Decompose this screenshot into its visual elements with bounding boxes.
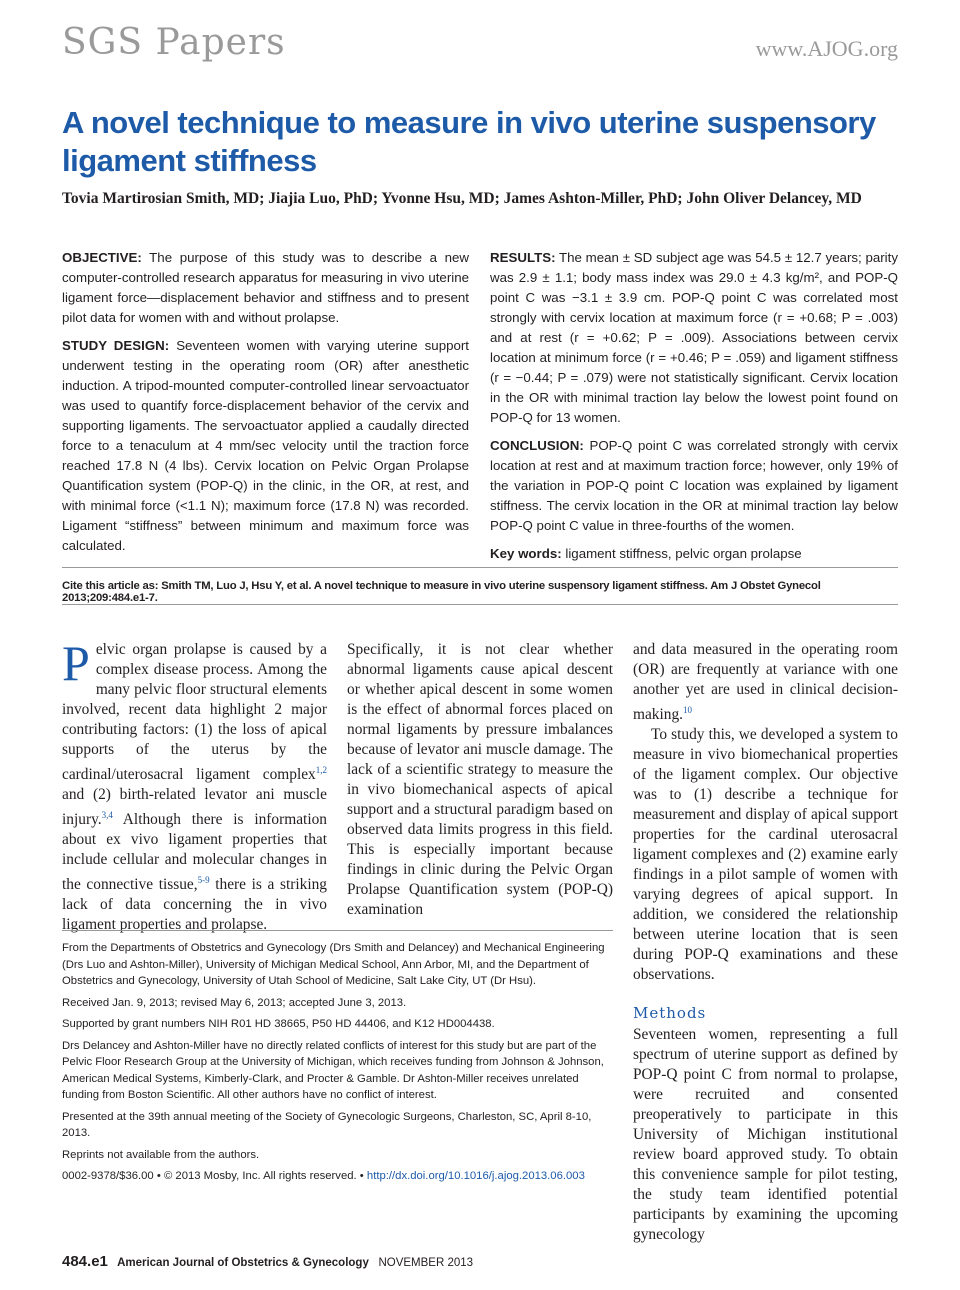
issn-text: 0002-9378/$36.00 • © 2013 Mosby, Inc. All rights reserved. • [62,1170,367,1182]
ref-link[interactable]: 10 [683,705,693,715]
series-title: SGS Papers [62,22,286,63]
article-title: A novel technique to measure in vivo uterine suspensory ligament stiffness [62,105,876,178]
results-label: RESULTS: [490,250,556,265]
ref-link[interactable]: 3,4 [101,810,113,821]
presented-note: Presented at the 39th annual meeting of the Society of Gynecologic Surgeons, Charleston, SC, April 8-10, 2013. [62,1110,592,1139]
ref-link[interactable]: 5-9 [197,875,210,886]
abstract-right [490,248,898,572]
methods-heading: Methods [633,1004,707,1023]
keywords-label: Key words: [490,546,562,561]
citation: Cite this article as: Smith TM, Luo J, Hsu Y, et al. A novel technique to measure in vivo uterine suspensory ligament stiffness. Am J Obstet Gynecol 2013;209:484.e1-7. [62,580,821,604]
journal-url[interactable]: www.AJOG.org [755,36,898,61]
doi-link[interactable]: http://dx.doi.org/10.1016/j.ajog.2013.06.003 [366,1170,585,1182]
intro-text-e: Specifically, it is not clear whether abnormal ligaments cause apical descent or whether apical descent in some women is the effect of abnormal forces placed on normal ligaments by pressure imbalances because of levator ani muscle damage. The lack of a scientific strategy to measure the in vivo biomechanical aspects of apical support and a structural paradigm based on observed data limits progress in this field. This is especially important because findings in clinic during the Pelvic Organ Prolapse Quantification system (POP-Q) examination [347,641,613,918]
journal-name: American Journal of Obstetrics & Gynecology [117,1257,369,1269]
conflicts-note: Drs Delancey and Ashton-Miller have no directly related conflicts of interest for this study but are part of the Pelvic Floor Research Group at the University of Michigan, which receives funding from Johnson & Johnson, American Medical Systems, Kimberly-Clark, and Procter & Gamble. Dr Ashton-Miller receives unrelated funding from Boston Scientific. All other authors have no conflict of interest. [62,1039,604,1101]
ref-link[interactable]: 1,2 [315,765,327,775]
footnote-rule [62,930,613,931]
abstract-conclusion [490,436,898,536]
intro-text-a: elvic organ prolapse is caused by a complex disease process. Among the many pelvic floor structural elements involved, recent data highlight 2 major contributing factors: (1) the loss of apical supports of the uterus by the cardinal/uterosacral ligament complex [62,641,327,784]
conclusion-label: CONCLUSION: [490,438,584,453]
page-footer [62,1253,473,1270]
keywords-text: ligament stiffness, pelvic organ prolapse [565,546,802,561]
issue-date: NOVEMBER 2013 [378,1257,474,1269]
affiliation-note: From the Departments of Obstetrics and Gynecology (Drs Smith and Delancey) and Mechanical Engineering (Drs Luo and Ashton-Miller), University of Michigan Medical School, Ann Arbor, MI, and the Department of Obstetrics and Gynecology, University of Utah School of Medicine, Salt Lake City, UT (Dr Hsu). [62,942,605,987]
divider-bottom [62,604,898,605]
body-column-3 [633,640,898,1245]
conclusion-text: POP-Q point C was correlated strongly with cervix location at rest and at maximum traction force; however, only 19% of the variation in POP-Q point C location was explained by ligament stiffness. The cervix location in the OR at minimal traction lay below POP-Q point C value in three-fourths of the women. [490,438,898,533]
abstract-results [490,248,898,428]
intro-text-g: To study this, we developed a system to measure in vivo biomechanical properties of the ligament complex. Our objective was to (1) describe a technique for measurement and display of apical support properties for the cardinal uterosacral ligament complexes and (2) examine early findings in a pilot sample of women with varying degrees of apical support. In addition, we considered the relationship between uterine location that is seen during POP-Q examinations and these observations. [633,726,898,984]
abstract-keywords [490,544,898,564]
intro-text-d: there is a striking lack of data concerning the in vivo ligament properties and prolapse. [62,876,328,934]
issn-line [62,1168,613,1185]
objective-text: The purpose of this study was to describe a new computer-controlled research apparatus for measuring in vivo uterine ligament force—displacement behavior and stiffness and to present pilot data for women with and without prolapse. [62,250,469,325]
methods-text: Seventeen women, representing a full spectrum of uterine support as defined by POP-Q point C from normal to prolapse, were recruited and consented preoperatively to participate in this University of Michigan institutional review board approved study. To obtain this convenience sample for pilot testing, the study team identified potential participants by examining the upcoming gynecology [633,1026,898,1244]
body-column-2 [347,640,613,920]
objective-label: OBJECTIVE: [62,250,142,265]
design-text: Seventeen women with varying uterine support underwent testing in the operating room (OR) after anesthetic induction. A tripod-mounted computer-controlled linear servoactuator was used to quantify force-displacement behavior of the cervix and supporting ligaments. The servoactuator applied a caudally directed force to a tenaculum at 4 mm/sec velocity until the traction force reached 17.8 N (4 lbs). Cervix location on Pelvic Organ Prolapse Quantification system (POP-Q) in the clinic, in the OR, at rest, and with minimal force (<1.1 N); maximum force (17.8 N) was recorded. Ligament “stiffness” between minimum and maximum force was calculated. [62,338,469,553]
abstract-objective [62,248,469,328]
design-label: STUDY DESIGN: [62,338,170,353]
abstract-left [62,248,469,564]
page-number: 484.e1 [62,1253,108,1270]
body-column-1 [62,635,328,935]
footnotes [62,940,613,1190]
intro-text-b: and (2) birth-related levator ani muscle injury. [62,786,327,829]
drop-cap: P [62,635,90,691]
grants-note: Supported by grant numbers NIH R01 HD 38665, P50 HD 44406, and K12 HD004438. [62,1018,495,1030]
divider-top [62,567,898,568]
abstract-design [62,336,469,556]
intro-text-c: Although there is information about ex vivo ligament properties that include cellular and molecular changes in the connective tissue, [62,811,327,894]
author-list: Tovia Martirosian Smith, MD; Jiajia Luo, PhD; Yvonne Hsu, MD; James Ashton-Miller, PhD; John Oliver Delancey, MD [62,190,862,207]
reprints-note: Reprints not available from the authors. [62,1148,260,1161]
received-note: Received Jan. 9, 2013; revised May 6, 2013; accepted June 3, 2013. [62,996,407,1009]
intro-text-f: and data measured in the operating room (OR) are frequently at variance with one another yet are used in clinical decision-making. [633,641,898,724]
results-text: The mean ± SD subject age was 54.5 ± 12.7 years; parity was 2.9 ± 1.1; body mass index was 29.0 ± 4.3 kg/m², and POP-Q point C was −3.1 ± 3.9 cm. POP-Q point C was correlated most strongly with cervix location at maximum force (r = +0.68; P = .003) and at rest (r = +0.62; P = .009). Associations between cervix location at minimum force (r = +0.46; P = .059) and ligament stiffness (r = −0.44; P = .079) were not statistically significant. Cervix location in the OR with minimal traction lay below the lowest point found on POP-Q for 13 women. [490,250,898,425]
